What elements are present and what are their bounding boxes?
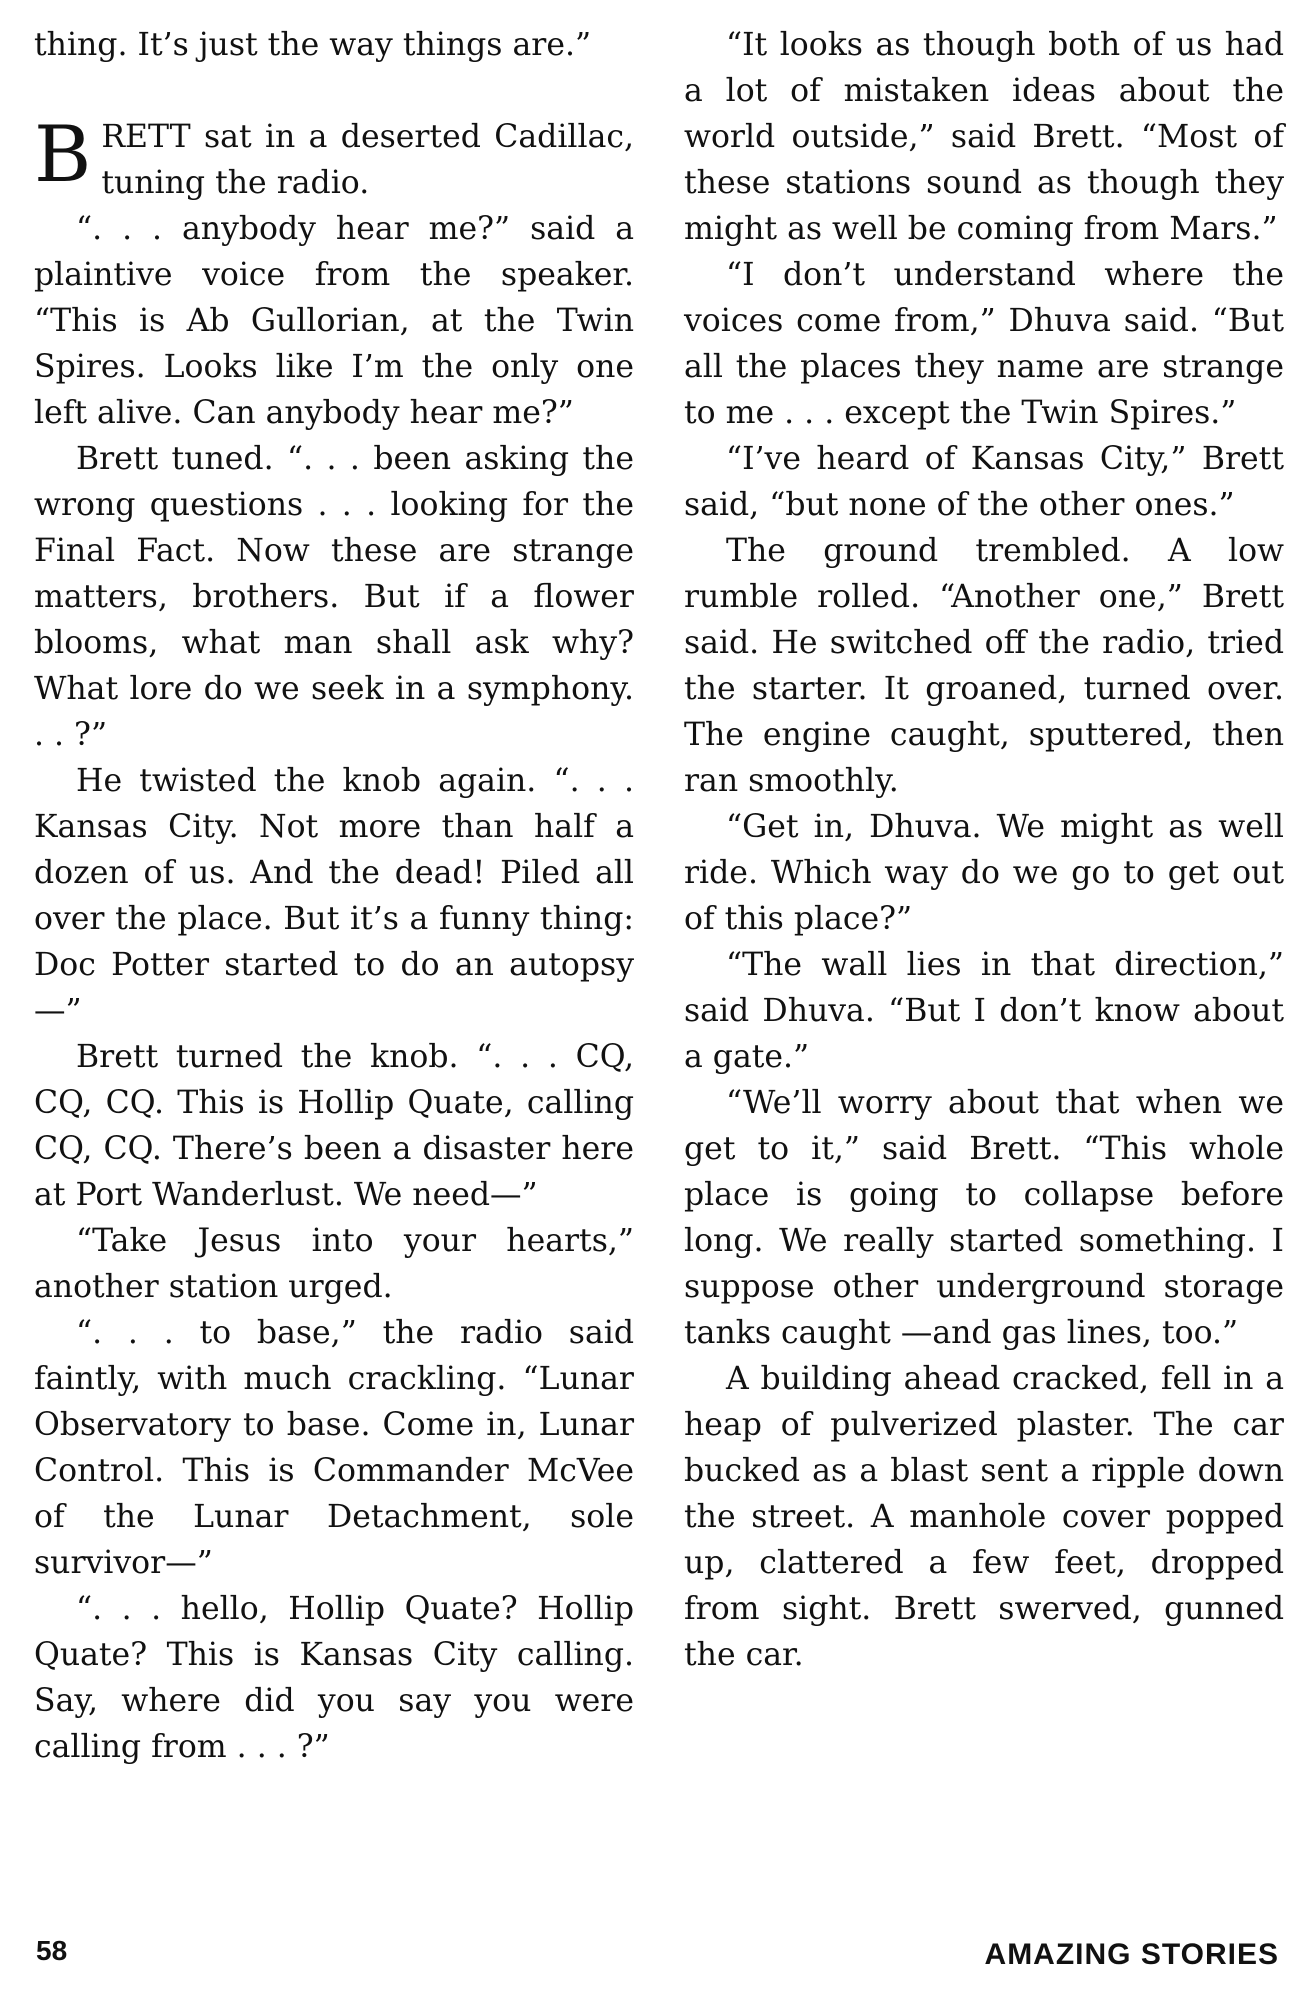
paragraph: Brett tuned. “. . . been asking the wrong questions . . . looking for the Final Fact. Now these are strange matters, brothers. But if a flower blooms, what man shall ask why? What lore do we seek in a symphony. . . ?” — [34, 441, 634, 753]
paragraph: The ground trembled. A low rumble rolled. “Another one,” Brett said. He switched off the radio, tried the starter. It groaned, turned over. The engine caught, sputtered, then ran smoothly. — [684, 533, 1284, 799]
section-break — [34, 68, 634, 114]
magazine-title: AMAZING STORIES — [984, 1938, 1279, 1971]
paragraph: “. . . anybody hear me?” said a plaintive voice from the speaker. “This is Ab Gullorian, at the Twin Spires. Looks like I’m the only one left alive. Can anybody hear me?” — [34, 211, 634, 431]
left-column — [34, 22, 634, 1770]
drop-cap: B — [34, 110, 92, 200]
paragraph: “I don’t understand where the voices come from,” Dhuva said. “But all the places they name are strange to me . . . except the Twin Spires.” — [684, 257, 1284, 431]
paragraph: Brett turned the knob. “. . . CQ, CQ, CQ. This is Hollip Quate, calling CQ, CQ. There’s been a disaster here at Port Wanderlust. We need—” — [34, 1039, 634, 1213]
paragraph: “. . . hello, Hollip Quate? Hollip Quate? This is Kansas City calling. Say, where did you say you were calling from . . . ?” — [34, 1591, 634, 1765]
paragraph: “The wall lies in that direction,” said Dhuva. “But I don’t know about a gate.” — [684, 947, 1284, 1075]
paragraph: “It looks as though both of us had a lot of mistaken ideas about the world outside,” said Brett. “Most of these stations sound as though they might as well be coming from Mars.” — [684, 27, 1284, 247]
paragraph: “Take Jesus into your hearts,” another station urged. — [34, 1223, 634, 1305]
paragraph-section-start — [34, 110, 634, 206]
paragraph-continued: thing. It’s just the way things are.” — [34, 27, 592, 63]
page-number: 58 — [36, 1935, 68, 1966]
paragraph: A building ahead cracked, fell in a heap of pulverized plaster. The car bucked as a blast sent a ripple down the street. A manhole cover popped up, clattered a few feet, dropped from sight. Brett swerved, gunned the car. — [684, 1361, 1284, 1673]
right-column — [684, 22, 1284, 1678]
paragraph: “We’ll worry about that when we get to it,” said Brett. “This whole place is going to collapse before long. We really started something. I suppose other underground storage tanks caught —and gas lines, too.” — [684, 1085, 1284, 1351]
paragraph: “I’ve heard of Kansas City,” Brett said, “but none of the other ones.” — [684, 441, 1284, 523]
paragraph: “Get in, Dhuva. We might as well ride. Which way do we go to get out of this place?” — [684, 809, 1284, 937]
paragraph: He twisted the knob again. “. . . Kansas City. Not more than half a dozen of us. And the dead! Piled all over the place. But it’s a funny thing: Doc Potter started to do an autopsy—” — [34, 763, 634, 1029]
paragraph-text: RETT sat in a deserted Cadillac, tuning the radio. — [101, 119, 634, 201]
paragraph: “. . . to base,” the radio said faintly, with much crackling. “Lunar Observatory to base. Come in, Lunar Control. This is Commander McVee of the Lunar Detachment, sole survivor—” — [34, 1315, 634, 1581]
